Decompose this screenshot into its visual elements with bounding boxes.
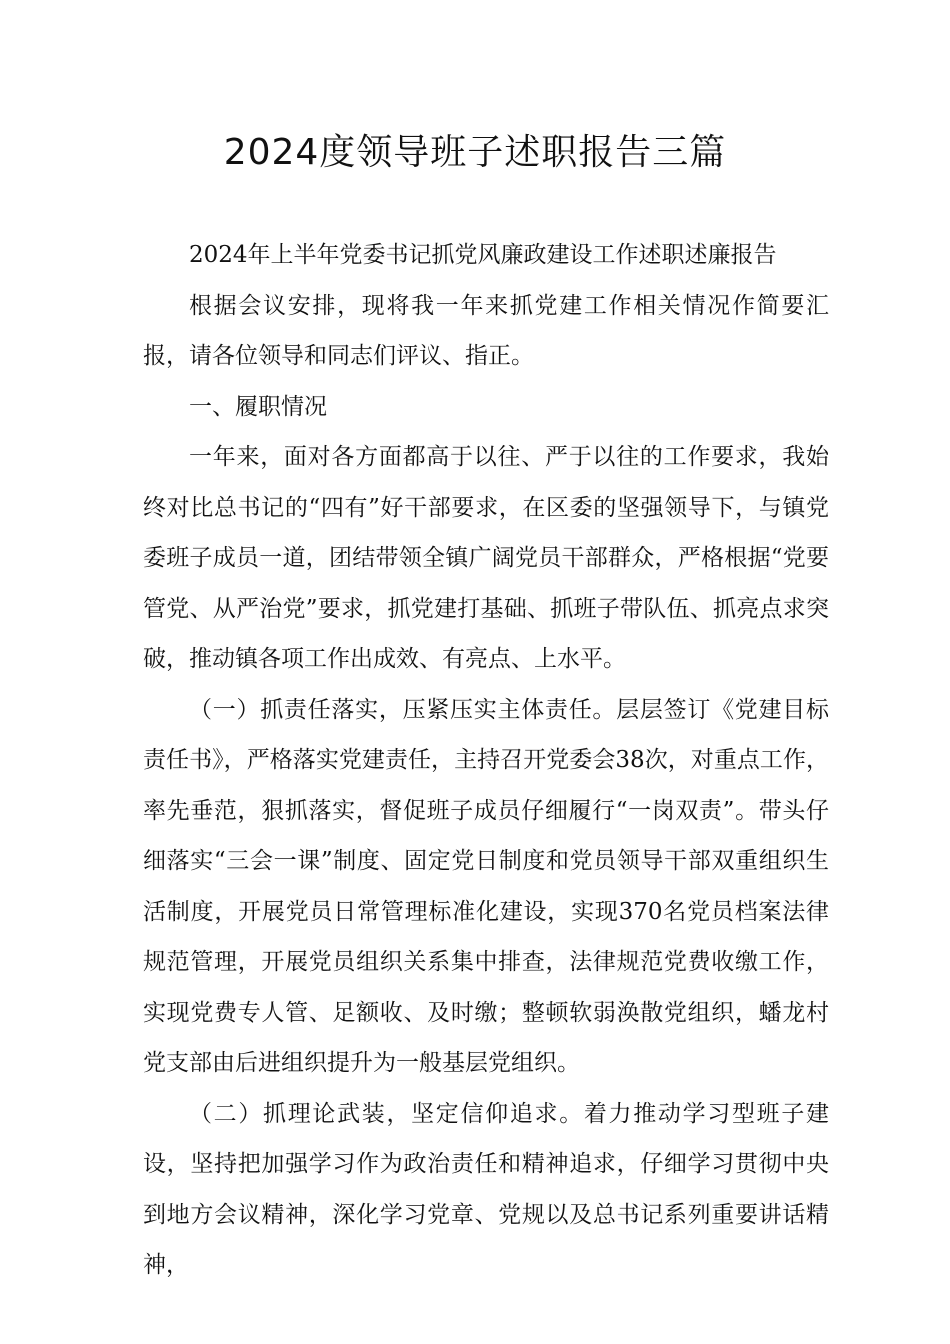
intro-paragraph: 根据会议安排，现将我一年来抓党建工作相关情况作简要汇报，请各位领导和同志们评议、指正。 (143, 292, 829, 369)
section-heading-performance: 一、履职情况 (189, 393, 327, 420)
document-body (143, 230, 829, 1291)
theory-paragraph: （二）抓理论武装，坚定信仰追求。着力推动学习型班子建设，坚持把加强学习作为政治责任和精神追求，仔细学习贯彻中央到地方会议精神，深化学习党章、党规以及总书记系列重要讲话精神， (143, 1100, 829, 1278)
report-subtitle: 2024年上半年党委书记抓党风廉政建设工作述职述廉报告 (189, 242, 777, 268)
overview-paragraph: 一年来，面对各方面都高于以往、严于以往的工作要求，我始终对比总书记的“四有”好干部要求，在区委的坚强领导下，与镇党委班子成员一道，团结带领全镇广阔党员干部群众，严格根据“党要管党、从严治党”要求，抓党建打基础、抓班子带队伍、抓亮点求突破，推动镇各项工作出成效、有亮点、上水平。 (143, 444, 829, 672)
document-title: 2024度领导班子述职报告三篇 (223, 132, 727, 173)
responsibility-paragraph: （一）抓责任落实，压紧压实主体责任。层层签订《党建目标责任书》，严格落实党建责任，主持召开党委会38次，对重点工作，率先垂范，狠抓落实，督促班子成员仔细履行“一岗双责”。带头仔细落实“三会一课”制度、固定党日制度和党员领导干部双重组织生活制度，开展党员日常管理标准化建设，实现370名党员档案法律规范管理，开展党员组织关系集中排查，法律规范党费收缴工作，实现党费专人管、足额收、及时缴；整顿软弱涣散党组织，蟠龙村党支部由后进组织提升为一般基层党组织。 (143, 696, 829, 1076)
